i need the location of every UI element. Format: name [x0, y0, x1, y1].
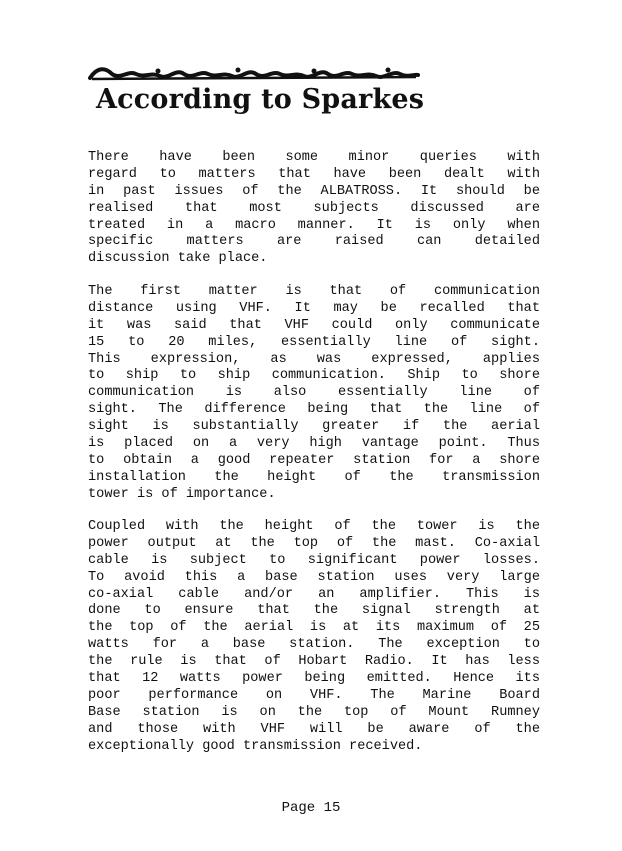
text-line: done to ensure that the signal strength at — [88, 603, 540, 619]
text-line: poor performance on VHF. The Marine Board — [88, 687, 540, 703]
text-line: co-axial cable and/or an amplifier. This is — [88, 586, 540, 602]
text-line: To avoid this a base station uses very large — [88, 569, 540, 585]
text-line: Coupled with the height of the tower is the — [88, 519, 540, 534]
text-line: treated in a macro manner. It is only when — [88, 217, 540, 233]
page-number: Page 15 — [281, 800, 341, 816]
text-line: that 12 watts power being emitted. Hence its — [88, 671, 540, 687]
article-title: According to Sparkes — [96, 84, 425, 115]
text-line: The first matter is that of communication — [88, 284, 540, 299]
text-line: to obtain a good repeater station for a shore — [88, 452, 540, 468]
text-line: communication is also essentially line of — [88, 385, 540, 401]
text-line: 15 to 20 miles, essentially line of sight. — [88, 334, 540, 350]
text-line: sight is substantially greater if the aerial — [88, 419, 540, 435]
paragraph-1 — [88, 150, 540, 268]
text-line: to ship to ship communication. Ship to shore — [88, 368, 540, 384]
text-line: is placed on a very high vantage point. Thus — [88, 436, 540, 452]
text-line: regard to matters that have been dealt with — [88, 166, 540, 182]
text-line: sight. The difference being that the line of — [88, 402, 540, 418]
text-line: watts for a base station. The exception to — [88, 637, 540, 653]
text-line: the rule is that of Hobart Radio. It has less — [88, 654, 540, 670]
text-line: it was said that VHF could only communicate — [88, 317, 540, 333]
text-line: the top of the aerial is at its maximum of 25 — [88, 620, 540, 636]
text-line: in past issues of the ALBATROSS. It should be — [88, 183, 540, 199]
text-line: specific matters are raised can detailed — [88, 234, 540, 250]
paragraph-2 — [88, 284, 540, 504]
text-line: Base station is on the top of Mount Rumney — [88, 704, 540, 720]
text-line: cable is subject to significant power losses. — [88, 552, 540, 568]
text-line: There have been some minor queries with — [88, 150, 540, 165]
text-line: discussion take place. — [88, 251, 268, 267]
text-line: power output at the top of the mast. Co-axial — [88, 535, 540, 551]
text-line: installation the height of the transmission — [88, 469, 540, 485]
text-line: distance using VHF. It may be recalled that — [88, 300, 540, 316]
text-line: realised that most subjects discussed are — [88, 200, 540, 216]
text-line: and those with VHF will be aware of the — [88, 721, 540, 737]
paragraph-3 — [88, 519, 540, 755]
text-line: tower is of importance. — [88, 486, 276, 502]
text-line: exceptionally good transmission received. — [88, 738, 423, 754]
text-line: This expression, as was expressed, applies — [88, 351, 540, 367]
